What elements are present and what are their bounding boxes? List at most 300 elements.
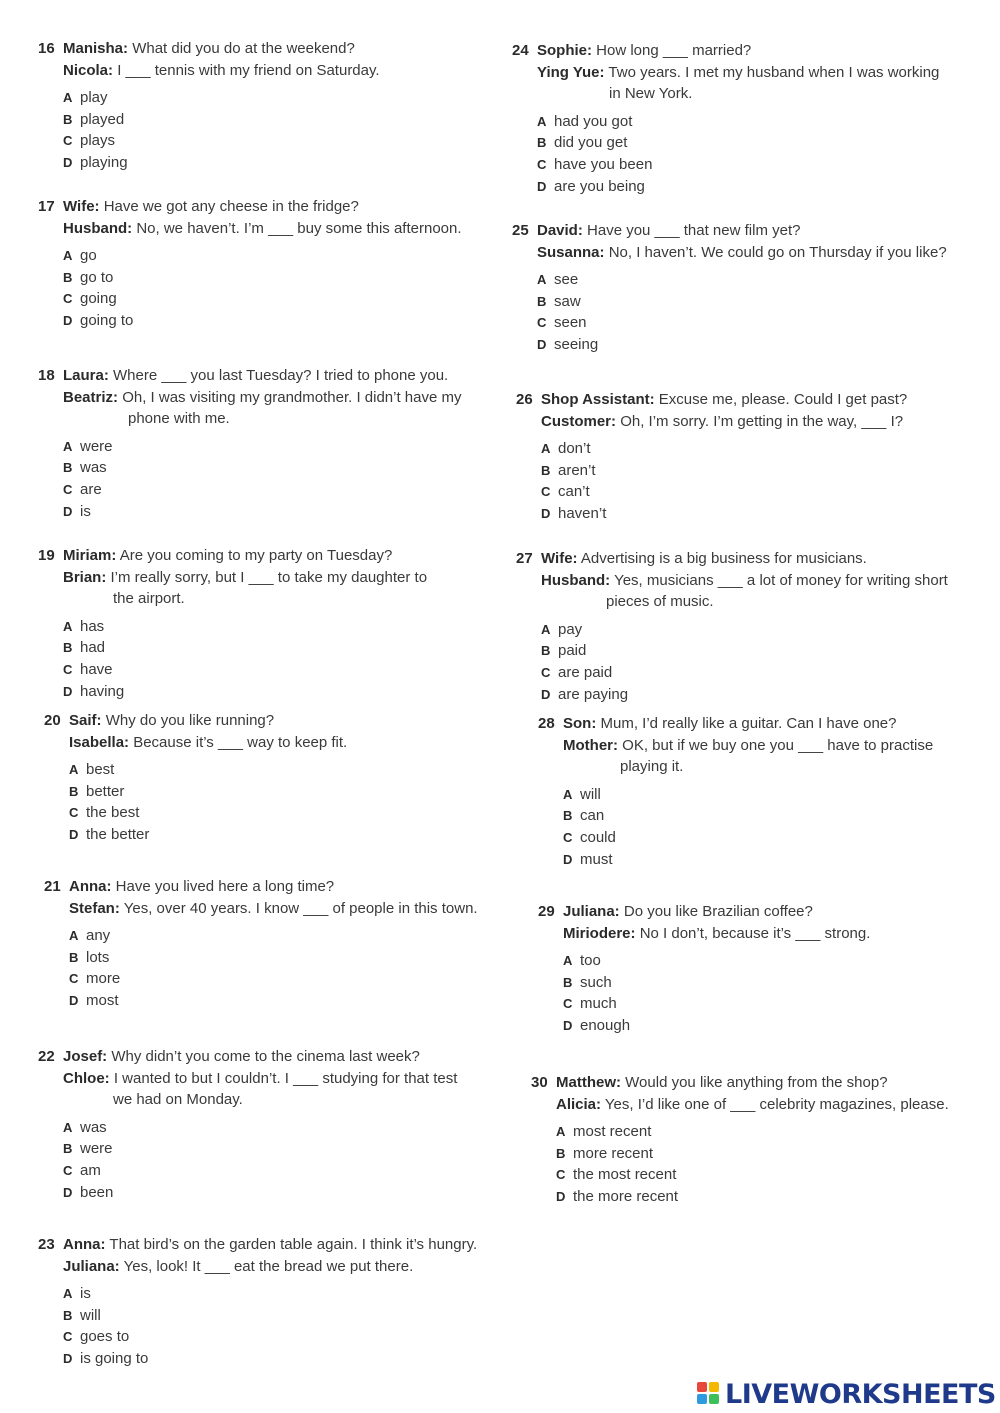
option-text: seeing [554, 336, 599, 354]
speaker-1: David: [537, 222, 583, 239]
option-letter: B [563, 974, 573, 990]
option-letter: C [537, 315, 547, 331]
option-text: go [80, 247, 97, 264]
answer-option[interactable] [38, 245, 462, 267]
answer-option[interactable] [531, 1186, 949, 1208]
option-letter: D [556, 1189, 566, 1205]
option-letter: D [63, 683, 73, 699]
option-text: was [80, 459, 107, 477]
option-letter: D [563, 1018, 573, 1034]
speaker-2: Juliana: [63, 1257, 120, 1275]
speaker-2: Stefan: [69, 899, 120, 917]
speaker-1: Manisha: [63, 40, 129, 57]
speaker-2-text: I ___ tennis with my friend on Saturday. [117, 61, 380, 79]
speaker-1-text: Have you lived here a long time? [115, 878, 335, 895]
answer-options [44, 925, 478, 1012]
option-letter: C [63, 291, 73, 307]
answer-option[interactable] [512, 291, 947, 313]
speaker-2-text: I wanted to but I couldn’t. I ___ studying for that test [113, 1069, 458, 1087]
question-25 [512, 220, 947, 356]
answer-option[interactable] [38, 1160, 457, 1182]
option-letter: A [63, 1286, 73, 1301]
question-23 [38, 1234, 477, 1370]
speaker-2-text: I’m really sorry, but I ___ to take my daughter to [110, 568, 428, 586]
answer-option[interactable] [512, 312, 947, 334]
answer-option[interactable] [38, 1182, 457, 1204]
option-letter: A [537, 272, 547, 287]
option-text: the best [86, 804, 140, 822]
option-letter: D [537, 178, 547, 194]
answer-options [38, 616, 427, 703]
answer-option[interactable] [516, 640, 948, 662]
question-line-1 [38, 1234, 477, 1256]
answer-options [44, 759, 347, 846]
answer-option[interactable] [512, 132, 939, 154]
answer-option[interactable] [38, 288, 462, 310]
option-text: better [86, 782, 125, 800]
question-line-2 [44, 898, 478, 920]
option-letter: B [63, 460, 73, 476]
speaker-2-text: OK, but if we buy one you ___ have to practise [622, 736, 934, 754]
option-letter: D [69, 827, 79, 843]
answer-option[interactable] [538, 849, 933, 871]
option-letter: B [537, 135, 547, 151]
speaker-2: Husband: [541, 571, 611, 589]
answer-option[interactable] [38, 681, 427, 703]
option-text: paid [558, 642, 587, 660]
answer-option[interactable] [512, 334, 947, 356]
speaker-1: Anna: [69, 878, 112, 895]
answer-option[interactable] [38, 659, 427, 681]
speaker-1-text: That bird’s on the garden table again. I think it’s hungry. [109, 1236, 478, 1253]
speaker-1-text: Are you coming to my party on Tuesday? [119, 547, 393, 564]
speaker-1: Miriam: [63, 547, 117, 564]
question-line-2 [516, 570, 948, 592]
answer-option[interactable] [38, 267, 462, 289]
answer-option[interactable] [44, 925, 478, 947]
speaker-2-text: Yes, over 40 years. I know ___ of people in this town. [123, 899, 478, 917]
question-line-2 [38, 387, 462, 409]
speaker-2: Nicola: [63, 61, 114, 79]
option-letter: C [556, 1167, 566, 1183]
speaker-1: Sophie: [537, 42, 592, 59]
answer-options [512, 111, 939, 198]
question-line-1 [512, 220, 947, 242]
question-line-1 [38, 365, 462, 387]
option-text: are paid [558, 663, 613, 681]
option-letter: D [69, 993, 79, 1009]
option-text: is [80, 502, 91, 520]
logo-mark-icon [697, 1382, 721, 1406]
question-number: 28 [538, 715, 555, 732]
option-text: most recent [573, 1123, 652, 1140]
option-text: enough [580, 1017, 631, 1035]
option-text: was [80, 1118, 107, 1136]
answer-option[interactable] [516, 684, 948, 706]
answer-options [512, 269, 947, 356]
option-letter: B [556, 1145, 566, 1161]
answer-option[interactable] [512, 176, 939, 198]
speaker-1: Wife: [63, 198, 100, 215]
question-number: 19 [38, 547, 55, 564]
option-letter: A [541, 621, 551, 637]
option-letter: A [63, 618, 73, 634]
option-letter: B [541, 643, 551, 659]
answer-option[interactable] [44, 824, 347, 846]
question-line-2 [38, 1256, 477, 1278]
answer-option[interactable] [38, 1283, 477, 1305]
question-number: 26 [516, 391, 533, 408]
option-letter: C [69, 805, 79, 821]
speaker-2-text: Yes, I’d like one of ___ celebrity magazines, please. [604, 1095, 949, 1113]
speaker-1-text: Mum, I’d really like a guitar. Can I have one? [600, 715, 897, 732]
question-number: 30 [531, 1074, 548, 1091]
option-text: more recent [573, 1144, 654, 1162]
option-text: going [80, 290, 117, 308]
speaker-2-text: Because it’s ___ way to keep fit. [133, 733, 348, 751]
speaker-1-text: Why didn’t you come to the cinema last week? [111, 1048, 420, 1065]
question-number: 20 [44, 712, 61, 729]
question-line-1 [38, 545, 427, 567]
speaker-2-text: Oh, I was visiting my grandmother. I didn’t have my [122, 388, 462, 406]
speaker-1: Josef: [63, 1048, 108, 1065]
option-text: are [80, 480, 102, 498]
answer-option[interactable] [38, 310, 462, 332]
option-text: such [580, 973, 612, 991]
answer-options [531, 1121, 949, 1208]
option-text: are paying [558, 685, 629, 703]
question-line-2 [38, 567, 427, 589]
speaker-2-text: Oh, I’m sorry. I’m getting in the way, ___ I? [620, 412, 904, 430]
question-number: 24 [512, 42, 529, 59]
option-letter: C [63, 481, 73, 497]
option-text: saw [554, 292, 581, 310]
option-letter: C [63, 661, 73, 677]
answer-option[interactable] [38, 1117, 457, 1139]
answer-option[interactable] [38, 152, 380, 174]
question-line-1 [38, 1046, 457, 1068]
question-line-1 [531, 1072, 949, 1094]
question-line-1 [538, 713, 933, 735]
question-line-2 [44, 732, 347, 754]
answer-option[interactable] [38, 87, 380, 109]
speaker-1-text: Where ___ you last Tuesday? I tried to phone you. [113, 367, 449, 384]
answer-option[interactable] [38, 130, 380, 152]
speaker-2-text: Two years. I met my husband when I was working [608, 63, 940, 81]
speaker-2: Mother: [563, 736, 618, 754]
answer-option[interactable] [38, 616, 427, 638]
question-18 [38, 365, 462, 522]
question-line-2 [512, 62, 939, 84]
answer-option[interactable] [38, 501, 462, 523]
option-text: lots [86, 948, 110, 966]
speaker-1-text: Excuse me, please. Could I get past? [658, 391, 908, 408]
speaker-1-text: Have we got any cheese in the fridge? [103, 198, 359, 215]
option-letter: C [537, 156, 547, 172]
option-letter: B [563, 808, 573, 824]
option-letter: C [63, 133, 73, 149]
option-text: goes to [80, 1328, 130, 1346]
option-text: see [554, 271, 579, 288]
option-text: is going to [80, 1350, 149, 1368]
answer-option[interactable] [38, 457, 462, 479]
speaker-2: Ying Yue: [537, 63, 605, 81]
answer-options [38, 87, 380, 174]
option-letter: D [63, 1351, 73, 1367]
option-text: any [86, 927, 111, 944]
speaker-2-text-continued: in New York. [609, 85, 693, 102]
speaker-1-text: What did you do at the weekend? [132, 40, 355, 57]
option-text: pay [558, 620, 583, 638]
speaker-2-text: No, I haven’t. We could go on Thursday if you like? [608, 243, 947, 261]
option-letter: A [69, 762, 79, 777]
option-text: having [80, 682, 125, 700]
speaker-1: Anna: [63, 1236, 106, 1253]
answer-options [38, 1117, 457, 1204]
answer-option[interactable] [538, 950, 870, 972]
answer-option[interactable] [516, 460, 907, 482]
speaker-2-text-continued: pieces of music. [606, 593, 714, 610]
answer-option[interactable] [538, 1015, 870, 1037]
option-letter: B [63, 1141, 73, 1157]
answer-option[interactable] [531, 1143, 949, 1165]
option-letter: A [63, 438, 73, 454]
option-text: more [86, 970, 121, 988]
answer-option[interactable] [44, 781, 347, 803]
option-text: most [86, 992, 119, 1010]
speaker-1-text: Advertising is a big business for musicians. [580, 550, 867, 567]
answer-options [38, 1283, 477, 1370]
question-line-2 [516, 411, 907, 433]
speaker-1-text: Would you like anything from the shop? [625, 1074, 888, 1091]
answer-option[interactable] [531, 1121, 949, 1143]
option-letter: A [63, 1119, 73, 1135]
option-letter: D [563, 851, 573, 867]
option-letter: D [63, 1184, 73, 1200]
option-text: the more recent [573, 1188, 679, 1206]
answer-options [516, 619, 948, 706]
answer-option[interactable] [538, 827, 933, 849]
option-letter: B [69, 949, 79, 965]
question-line-2 [512, 242, 947, 264]
question-line-2 [538, 923, 870, 945]
question-line-1 [44, 876, 478, 898]
option-letter: A [537, 113, 547, 129]
option-text: going to [80, 312, 134, 330]
speaker-2: Customer: [541, 412, 617, 430]
speaker-2-text-continued: phone with me. [128, 410, 230, 427]
option-letter: D [63, 503, 73, 519]
answer-option[interactable] [531, 1164, 949, 1186]
question-number: 29 [538, 903, 555, 920]
speaker-1: Matthew: [556, 1074, 621, 1091]
answer-option[interactable] [38, 479, 462, 501]
answer-options [516, 438, 907, 525]
question-line-1 [38, 196, 462, 218]
question-number: 23 [38, 1236, 55, 1253]
question-number: 25 [512, 222, 529, 239]
question-line-2 [38, 1068, 457, 1090]
answer-option[interactable] [44, 802, 347, 824]
speaker-2-text-continued: we had on Monday. [113, 1091, 243, 1108]
answer-option[interactable] [516, 662, 948, 684]
question-29 [538, 901, 870, 1037]
option-text: much [580, 995, 617, 1013]
speaker-1: Juliana: [563, 903, 620, 920]
question-number: 27 [516, 550, 533, 567]
option-text: don’t [558, 440, 591, 457]
answer-option[interactable] [538, 972, 870, 994]
answer-option[interactable] [516, 438, 907, 460]
option-text: seen [554, 314, 587, 332]
answer-option[interactable] [538, 993, 870, 1015]
speaker-1-text: Do you like Brazilian coffee? [623, 903, 813, 920]
option-letter: D [63, 155, 73, 171]
question-number: 22 [38, 1048, 55, 1065]
option-letter: C [63, 1162, 73, 1178]
option-text: must [580, 850, 613, 868]
speaker-1-text: Why do you like running? [105, 712, 275, 729]
option-letter: B [63, 1307, 73, 1323]
option-letter: D [537, 337, 547, 353]
speaker-1: Saif: [69, 712, 102, 729]
option-letter: A [69, 928, 79, 943]
option-text: am [80, 1161, 101, 1179]
option-text: has [80, 617, 105, 635]
speaker-1-text: How long ___ married? [596, 42, 752, 59]
question-27 [516, 548, 948, 705]
option-text: plays [80, 132, 116, 150]
answer-option[interactable] [538, 784, 933, 806]
option-letter: A [556, 1124, 566, 1139]
question-16 [38, 38, 380, 174]
option-text: too [580, 952, 601, 969]
answer-option[interactable] [38, 436, 462, 458]
speaker-2-text: No I don’t, because it’s ___ strong. [639, 924, 871, 942]
answer-option[interactable] [38, 1348, 477, 1370]
option-text: could [580, 828, 616, 846]
speaker-2: Husband: [63, 219, 133, 237]
answer-option[interactable] [38, 1305, 477, 1327]
option-letter: D [541, 506, 551, 522]
option-text: best [86, 761, 115, 778]
answer-option[interactable] [512, 111, 939, 133]
speaker-2: Beatriz: [63, 388, 119, 406]
speaker-1: Shop Assistant: [541, 391, 655, 408]
option-letter: D [63, 313, 73, 329]
option-letter: C [541, 484, 551, 500]
speaker-2: Miriodere: [563, 924, 636, 942]
answer-option[interactable] [38, 637, 427, 659]
question-17 [38, 196, 462, 332]
question-line-1 [512, 40, 939, 62]
option-text: played [80, 110, 125, 128]
answer-option[interactable] [44, 968, 478, 990]
answer-option[interactable] [512, 269, 947, 291]
answer-options [38, 245, 462, 332]
speaker-2-text-continued: playing it. [620, 758, 684, 775]
option-letter: C [69, 971, 79, 987]
question-number: 21 [44, 878, 61, 895]
question-19 [38, 545, 427, 702]
speaker-2: Isabella: [69, 733, 130, 751]
logo-text: LIVEWORKSHEETS [725, 1378, 996, 1410]
question-26 [516, 389, 907, 525]
speaker-2: Alicia: [556, 1095, 602, 1113]
answer-option[interactable] [516, 619, 948, 641]
answer-option[interactable] [44, 990, 478, 1012]
question-number: 18 [38, 367, 55, 384]
question-21 [44, 876, 478, 1012]
speaker-2: Brian: [63, 568, 107, 586]
answer-option[interactable] [38, 1138, 457, 1160]
question-22 [38, 1046, 457, 1203]
option-letter: C [63, 1329, 73, 1345]
option-text: were [80, 437, 113, 455]
answer-option[interactable] [516, 503, 907, 525]
option-letter: B [537, 293, 547, 309]
option-letter: A [563, 953, 573, 968]
question-30 [531, 1072, 949, 1208]
option-text: the better [86, 826, 150, 844]
option-text: haven’t [558, 505, 607, 523]
option-text: had [80, 639, 106, 657]
option-letter: A [63, 248, 73, 263]
question-line-1 [44, 710, 347, 732]
question-number: 17 [38, 198, 55, 215]
speaker-1-text: Have you ___ that new film yet? [587, 222, 801, 239]
answer-option[interactable] [44, 947, 478, 969]
option-text: the most recent [573, 1166, 677, 1184]
speaker-1: Son: [563, 715, 597, 732]
question-line-1 [516, 548, 948, 570]
answer-option[interactable] [38, 1326, 477, 1348]
option-letter: C [563, 829, 573, 845]
speaker-1: Wife: [541, 550, 578, 567]
question-20 [44, 710, 347, 846]
option-letter: B [63, 111, 73, 127]
option-letter: B [63, 269, 73, 285]
option-text: aren’t [558, 461, 596, 479]
speaker-2-text: Yes, musicians ___ a lot of money for writing short [614, 571, 948, 589]
option-text: were [80, 1140, 113, 1158]
answer-option[interactable] [538, 805, 933, 827]
option-text: go to [80, 268, 114, 286]
option-text: can [580, 807, 605, 825]
liveworksheets-logo[interactable] [697, 1379, 996, 1409]
option-text: have [80, 660, 113, 678]
answer-option[interactable] [512, 154, 939, 176]
option-letter: B [69, 783, 79, 799]
answer-option[interactable] [38, 109, 380, 131]
option-letter: A [63, 90, 73, 105]
question-line-2 [38, 60, 380, 82]
option-text: will [580, 785, 601, 803]
option-text: did you get [554, 134, 628, 152]
answer-option[interactable] [516, 481, 907, 503]
question-line-1 [38, 38, 380, 60]
speaker-2: Susanna: [537, 243, 605, 261]
option-letter: D [541, 686, 551, 702]
option-text: are you being [554, 177, 645, 195]
answer-options [538, 784, 933, 871]
option-text: will [80, 1306, 101, 1324]
answer-options [538, 950, 870, 1037]
speaker-2: Chloe: [63, 1069, 110, 1087]
question-line-2 [38, 218, 462, 240]
answer-option[interactable] [44, 759, 347, 781]
option-text: is [80, 1285, 91, 1302]
